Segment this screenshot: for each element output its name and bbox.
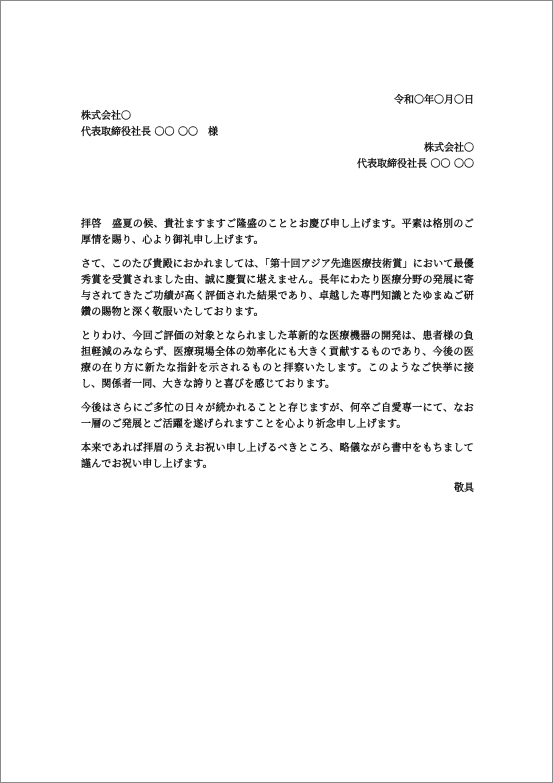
sender-company: 株式会社〇: [424, 143, 474, 154]
paragraph-wishes: 今後はさらにご多忙の日々が続かれることと存じますが、何卒ご自愛専一にて、なお一層のご発展とご活躍を遂げられますことを心より祈念申し上げます。: [81, 403, 474, 430]
recipient-company: 株式会社〇: [81, 111, 131, 122]
spacer: [81, 173, 474, 217]
paragraph-achievement: とりわけ、今回ご評価の対象となられました革新的な医療機器の開発は、患者様の負担軽減のみならず、医療現場全体の効率化にも大きく貢献するものであり、今後の医療の在り方に新たな指針を示されるものと拝察いたします。このようなご快挙に接し、関係者一同、大きな誇りと喜びを感じております。: [81, 331, 474, 390]
paragraph-congratulation: さて、このたび貴殿におかれましては、「第十回アジア先進医療技術賞」において最優秀賞を受賞されました由、誠に慶賀に堪えません。長年にわたり医療分野の発展に寄与されてきたご功績が高く評価された結果であり、卓越した専門知識とたゆまぬご研鑽の賜物と深く敬服いたしております。: [81, 259, 474, 318]
paragraph-greeting: 拝啓 盛夏の候、貴社ますますご隆盛のこととお慶び申し上げます。平素は格別のご厚情を賜り、心より御礼申し上げます。: [81, 219, 474, 246]
paragraph-closing-remark: 本来であれば拝眉のうえお祝い申し上げるべきところ、略儀ながら書中をもちまして謹んでお祝い申し上げます。: [81, 443, 474, 470]
letter-date: 令和〇年〇月〇日: [394, 95, 474, 106]
letter-body: [81, 93, 474, 497]
recipient-name: 代表取締役社長 〇〇 〇〇 様: [81, 127, 218, 138]
letter-closing: 敬具: [454, 483, 474, 494]
sender-name: 代表取締役社長 〇〇 〇〇: [357, 159, 474, 170]
